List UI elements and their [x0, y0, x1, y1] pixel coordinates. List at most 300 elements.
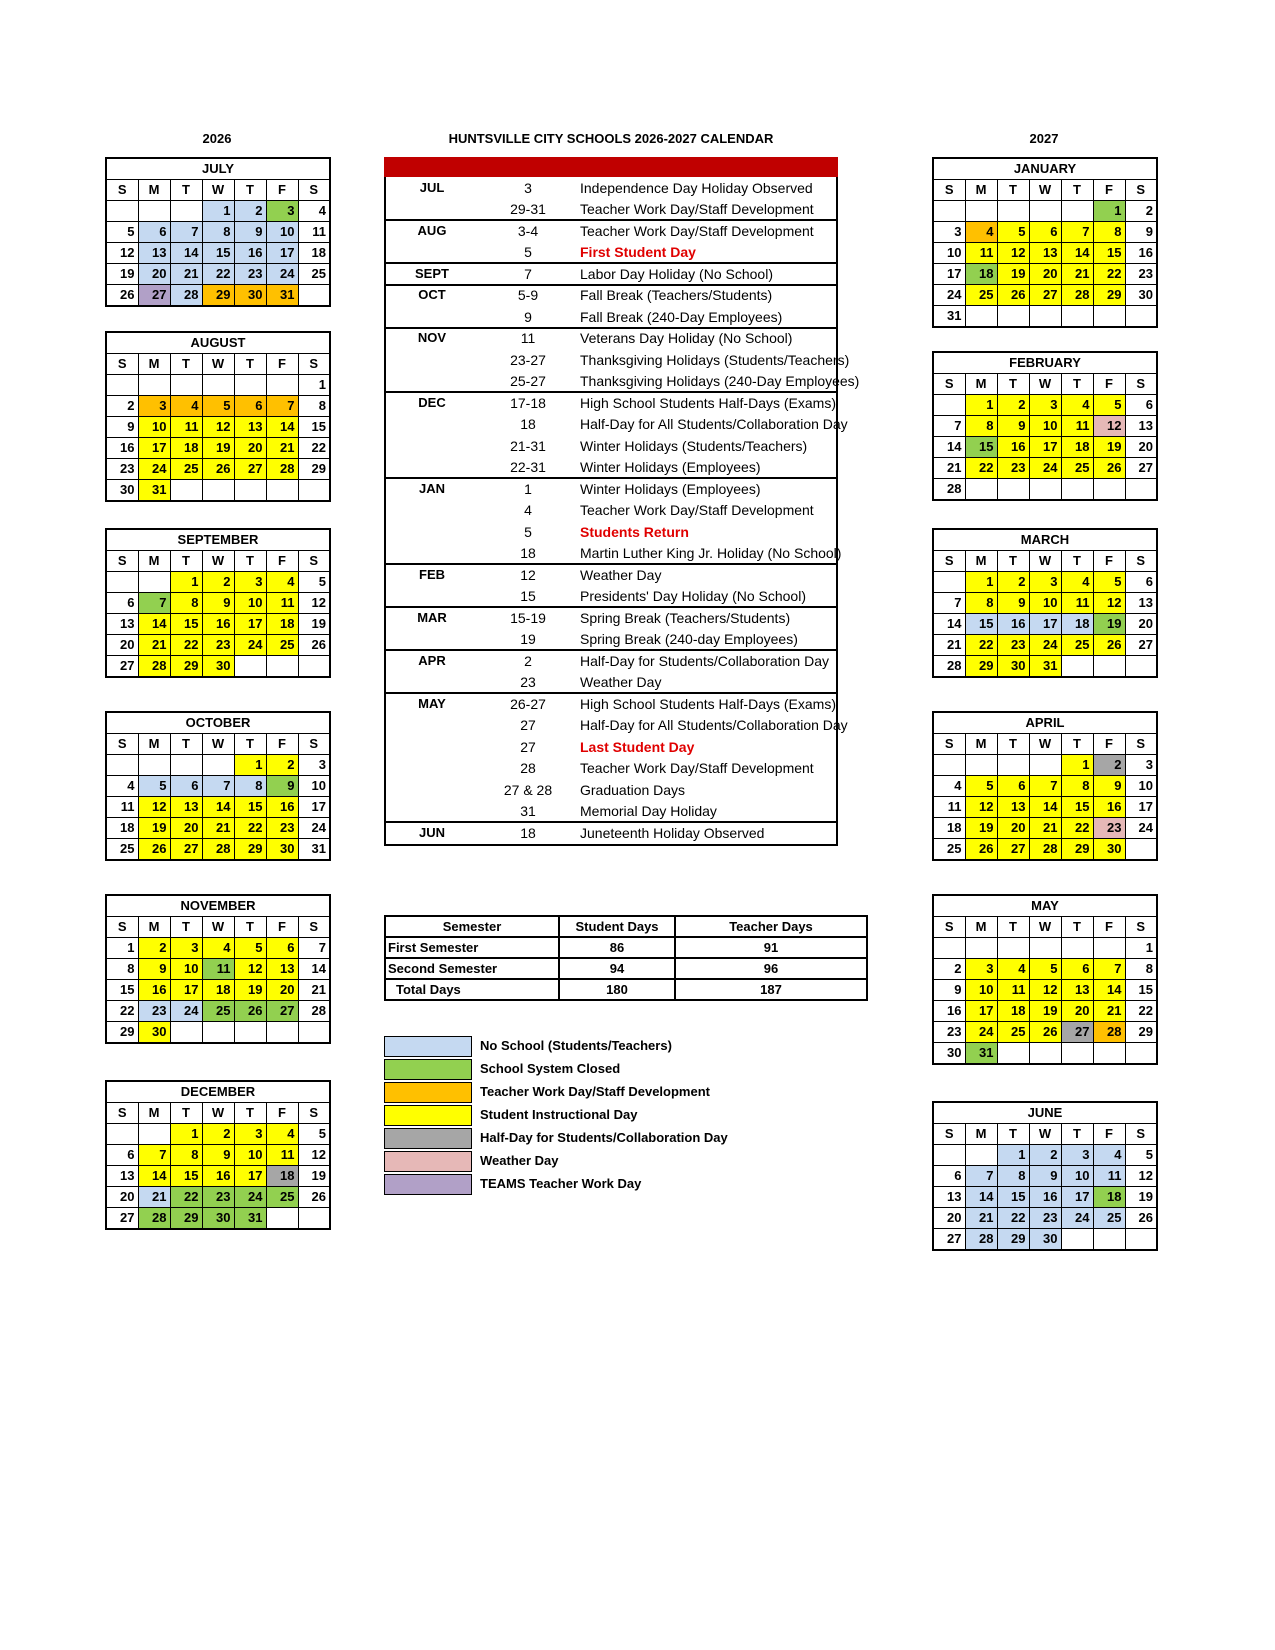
- event-dates: 5: [524, 523, 532, 540]
- day-cell: 12: [234, 959, 266, 980]
- day-cell: 27: [106, 1208, 138, 1230]
- day-cell: 11: [266, 1145, 298, 1166]
- weekday-header: T: [234, 1103, 266, 1124]
- day-cell: 19: [106, 264, 138, 285]
- day-cell: 23: [997, 458, 1029, 479]
- month-name: MAY: [933, 895, 1157, 917]
- weekday-header: S: [933, 917, 965, 938]
- legend-label: Weather Day: [480, 1153, 559, 1168]
- day-cell: 10: [138, 417, 170, 438]
- day-cell: 4: [933, 776, 965, 797]
- empty-day-cell: [1093, 479, 1125, 501]
- day-cell: 7: [298, 938, 330, 959]
- day-cell: 23: [1125, 264, 1157, 285]
- event-month: [384, 435, 480, 457]
- weekday-header: F: [1093, 1124, 1125, 1145]
- event-description: Juneteenth Holiday Observed: [580, 824, 765, 841]
- empty-day-cell: [965, 755, 997, 776]
- empty-day-cell: [266, 656, 298, 678]
- day-cell: 16: [997, 614, 1029, 635]
- event-dates: 5: [524, 244, 532, 261]
- empty-day-cell: [1061, 201, 1093, 222]
- day-cell: 21: [266, 438, 298, 459]
- day-cell: 27: [266, 1001, 298, 1022]
- weekday-header: T: [1061, 734, 1093, 755]
- event-dates: 25-27: [510, 373, 546, 390]
- day-cell: 28: [1061, 285, 1093, 306]
- event-separator: [384, 649, 838, 651]
- day-cell: 16: [234, 243, 266, 264]
- day-cell: 30: [266, 839, 298, 861]
- event-description: Labor Day Holiday (No School): [580, 265, 773, 282]
- day-cell: 18: [965, 264, 997, 285]
- event-description: Teacher Work Day/Staff Development: [580, 201, 814, 218]
- day-cell: 15: [170, 614, 202, 635]
- day-cell: 4: [106, 776, 138, 797]
- day-cell: 20: [106, 1187, 138, 1208]
- days-summary-table: [384, 915, 868, 1001]
- day-cell: 22: [965, 635, 997, 656]
- empty-day-cell: [1093, 656, 1125, 678]
- day-cell: 1: [1061, 755, 1093, 776]
- event-description: First Student Day: [580, 244, 696, 261]
- weekday-header: W: [202, 180, 234, 201]
- weekday-header: S: [106, 180, 138, 201]
- empty-day-cell: [138, 1124, 170, 1145]
- event-month: AUG: [417, 222, 447, 238]
- day-count: 91: [675, 937, 867, 958]
- weekday-header: M: [138, 734, 170, 755]
- empty-day-cell: [965, 201, 997, 222]
- day-cell: 25: [933, 839, 965, 861]
- day-cell: 9: [202, 593, 234, 614]
- event-dates: 27: [520, 738, 536, 755]
- day-cell: 3: [1061, 1145, 1093, 1166]
- day-cell: 18: [266, 614, 298, 635]
- day-cell: 6: [138, 222, 170, 243]
- event-dates: 15: [520, 588, 536, 605]
- day-cell: 17: [138, 438, 170, 459]
- day-cell: 24: [266, 264, 298, 285]
- day-cell: 28: [965, 1229, 997, 1251]
- legend-swatch: [384, 1151, 472, 1172]
- day-cell: 5: [106, 222, 138, 243]
- day-cell: 28: [933, 656, 965, 678]
- day-cell: 10: [933, 243, 965, 264]
- day-cell: 2: [202, 572, 234, 593]
- calendar-november: [105, 894, 331, 1044]
- day-cell: 22: [997, 1208, 1029, 1229]
- day-cell: 19: [965, 818, 997, 839]
- weekday-header: T: [170, 917, 202, 938]
- semester-name: Total Days: [385, 979, 559, 1000]
- semester-name: Second Semester: [385, 958, 559, 979]
- event-description: Graduation Days: [580, 781, 686, 798]
- weekday-header: S: [298, 1103, 330, 1124]
- weekday-header: M: [965, 917, 997, 938]
- empty-day-cell: [965, 1145, 997, 1166]
- empty-day-cell: [266, 480, 298, 502]
- weekday-header: T: [234, 734, 266, 755]
- day-cell: 20: [170, 818, 202, 839]
- day-cell: 13: [1029, 243, 1061, 264]
- empty-day-cell: [298, 480, 330, 502]
- month-name: SEPTEMBER: [106, 529, 330, 551]
- weekday-header: W: [1029, 374, 1061, 395]
- empty-day-cell: [1061, 1229, 1093, 1251]
- event-separator: [384, 219, 838, 221]
- empty-day-cell: [1061, 479, 1093, 501]
- day-cell: 31: [234, 1208, 266, 1230]
- day-cell: 4: [170, 396, 202, 417]
- empty-day-cell: [106, 1124, 138, 1145]
- day-cell: 12: [298, 1145, 330, 1166]
- day-cell: 29: [965, 656, 997, 678]
- event-month: [384, 736, 480, 758]
- summary-row: [385, 937, 867, 958]
- day-cell: 2: [1093, 755, 1125, 776]
- day-cell: 4: [202, 938, 234, 959]
- day-cell: 21: [138, 1187, 170, 1208]
- calendar-december: [105, 1080, 331, 1230]
- event-month: [384, 629, 480, 651]
- day-cell: 15: [1061, 797, 1093, 818]
- empty-day-cell: [266, 1022, 298, 1044]
- day-cell: 5: [202, 396, 234, 417]
- weekday-header: W: [1029, 180, 1061, 201]
- event-dates: 9: [524, 308, 532, 325]
- day-cell: 9: [266, 776, 298, 797]
- weekday-header: S: [298, 734, 330, 755]
- empty-day-cell: [138, 755, 170, 776]
- day-cell: 30: [234, 285, 266, 307]
- event-description: Teacher Work Day/Staff Development: [580, 502, 814, 519]
- day-cell: 20: [106, 635, 138, 656]
- day-cell: 22: [965, 458, 997, 479]
- empty-day-cell: [234, 1022, 266, 1044]
- day-cell: 1: [1093, 201, 1125, 222]
- weekday-header: T: [234, 551, 266, 572]
- event-description: Spring Break (Teachers/Students): [580, 609, 791, 626]
- empty-day-cell: [170, 480, 202, 502]
- event-description: Winter Holidays (Employees): [580, 459, 761, 476]
- day-cell: 12: [1125, 1166, 1157, 1187]
- event-row: [384, 607, 838, 629]
- events-table: [384, 177, 860, 844]
- day-cell: 21: [138, 635, 170, 656]
- day-cell: 5: [965, 776, 997, 797]
- day-cell: 30: [1125, 285, 1157, 306]
- day-cell: 5: [1125, 1145, 1157, 1166]
- empty-day-cell: [1061, 656, 1093, 678]
- summary-header: Teacher Days: [675, 916, 867, 937]
- empty-day-cell: [1029, 479, 1061, 501]
- day-cell: 3: [234, 572, 266, 593]
- day-cell: 28: [202, 839, 234, 861]
- empty-day-cell: [138, 572, 170, 593]
- event-dates: 18: [520, 416, 536, 433]
- day-cell: 17: [1029, 614, 1061, 635]
- event-month: [384, 199, 480, 221]
- day-cell: 23: [933, 1022, 965, 1043]
- empty-day-cell: [298, 656, 330, 678]
- day-cell: 13: [138, 243, 170, 264]
- day-cell: 9: [234, 222, 266, 243]
- day-cell: 24: [1125, 818, 1157, 839]
- day-cell: 27: [997, 839, 1029, 861]
- day-cell: 31: [965, 1043, 997, 1065]
- event-description: Thanksgiving Holidays (Students/Teachers): [580, 351, 850, 368]
- legend-swatch: [384, 1128, 472, 1149]
- day-cell: 17: [933, 264, 965, 285]
- event-row: [384, 672, 838, 694]
- event-description: Winter Holidays (Students/Teachers): [580, 437, 808, 454]
- event-row: [384, 822, 838, 844]
- day-cell: 10: [298, 776, 330, 797]
- empty-day-cell: [933, 1145, 965, 1166]
- day-cell: 6: [106, 593, 138, 614]
- calendar-october: [105, 711, 331, 861]
- event-month: [384, 543, 480, 565]
- legend-label: Half-Day for Students/Collaboration Day: [480, 1130, 728, 1145]
- day-cell: 7: [202, 776, 234, 797]
- event-description: Fall Break (Teachers/Students): [580, 287, 773, 304]
- empty-day-cell: [170, 375, 202, 396]
- weekday-header: S: [106, 734, 138, 755]
- calendar-june: [932, 1101, 1158, 1251]
- day-cell: 15: [1093, 243, 1125, 264]
- event-dates: 2: [524, 652, 532, 669]
- event-row: [384, 650, 838, 672]
- empty-day-cell: [1061, 306, 1093, 328]
- event-row: [384, 500, 838, 522]
- day-cell: 27: [234, 459, 266, 480]
- event-month: JUL: [419, 179, 445, 195]
- weekday-header: W: [202, 551, 234, 572]
- day-cell: 30: [138, 1022, 170, 1044]
- day-count: 86: [559, 937, 675, 958]
- day-cell: 28: [170, 285, 202, 307]
- day-cell: 11: [997, 980, 1029, 1001]
- legend-swatch: [384, 1105, 472, 1126]
- weekday-header: S: [1125, 734, 1157, 755]
- event-description: Half-Day for All Students/Collaboration Day: [580, 416, 848, 433]
- day-cell: 17: [965, 1001, 997, 1022]
- event-row: [384, 736, 838, 758]
- weekday-header: S: [1125, 917, 1157, 938]
- event-separator: [384, 391, 838, 393]
- empty-day-cell: [997, 479, 1029, 501]
- day-cell: 26: [234, 1001, 266, 1022]
- day-cell: 21: [170, 264, 202, 285]
- day-cell: 26: [1093, 635, 1125, 656]
- weekday-header: M: [138, 180, 170, 201]
- day-cell: 8: [202, 222, 234, 243]
- day-cell: 2: [997, 395, 1029, 416]
- calendar-september: [105, 528, 331, 678]
- empty-day-cell: [202, 755, 234, 776]
- day-cell: 7: [1093, 959, 1125, 980]
- calendar-title: HUNTSVILLE CITY SCHOOLS 2026-2027 CALENDAR: [448, 131, 774, 146]
- day-cell: 9: [933, 980, 965, 1001]
- day-cell: 11: [965, 243, 997, 264]
- day-cell: 17: [234, 1166, 266, 1187]
- day-cell: 29: [1125, 1022, 1157, 1043]
- event-row: [384, 693, 838, 715]
- day-cell: 7: [965, 1166, 997, 1187]
- event-row: [384, 779, 838, 801]
- event-month: APR: [418, 652, 446, 668]
- day-cell: 27: [1061, 1022, 1093, 1043]
- event-dates: 31: [520, 803, 536, 820]
- day-cell: 29: [997, 1229, 1029, 1251]
- day-cell: 7: [170, 222, 202, 243]
- day-cell: 27: [106, 656, 138, 678]
- legend-swatch: [384, 1036, 472, 1057]
- legend-swatch: [384, 1059, 472, 1080]
- day-cell: 19: [202, 438, 234, 459]
- event-dates: 7: [524, 265, 532, 282]
- empty-day-cell: [1061, 1043, 1093, 1065]
- event-month: [384, 457, 480, 479]
- event-month: [384, 801, 480, 823]
- legend-label: Student Instructional Day: [480, 1107, 638, 1122]
- day-cell: 9: [1029, 1166, 1061, 1187]
- event-month: [384, 349, 480, 371]
- calendar-july: [105, 157, 331, 307]
- empty-day-cell: [298, 285, 330, 307]
- day-cell: 16: [1093, 797, 1125, 818]
- day-cell: 29: [1061, 839, 1093, 861]
- day-cell: 17: [1125, 797, 1157, 818]
- day-cell: 23: [138, 1001, 170, 1022]
- weekday-header: T: [1061, 1124, 1093, 1145]
- empty-day-cell: [1093, 306, 1125, 328]
- day-cell: 25: [266, 1187, 298, 1208]
- day-cell: 2: [997, 572, 1029, 593]
- event-description: Memorial Day Holiday: [580, 803, 717, 820]
- day-cell: 20: [1125, 614, 1157, 635]
- day-cell: 9: [138, 959, 170, 980]
- day-cell: 24: [965, 1022, 997, 1043]
- weekday-header: M: [138, 1103, 170, 1124]
- day-cell: 7: [933, 593, 965, 614]
- empty-day-cell: [234, 656, 266, 678]
- event-dates: 1: [524, 480, 532, 497]
- event-description: Martin Luther King Jr. Holiday (No School): [580, 545, 842, 562]
- day-cell: 27: [1125, 635, 1157, 656]
- event-month: JAN: [418, 480, 445, 496]
- day-cell: 16: [266, 797, 298, 818]
- weekday-header: T: [234, 354, 266, 375]
- weekday-header: S: [298, 180, 330, 201]
- day-cell: 6: [1125, 395, 1157, 416]
- event-description: Teacher Work Day/Staff Development: [580, 222, 814, 239]
- weekday-header: F: [266, 551, 298, 572]
- day-cell: 8: [298, 396, 330, 417]
- day-cell: 24: [1061, 1208, 1093, 1229]
- empty-day-cell: [997, 201, 1029, 222]
- event-dates: 22-31: [510, 459, 546, 476]
- day-cell: 17: [266, 243, 298, 264]
- day-count: 96: [675, 958, 867, 979]
- day-cell: 3: [1029, 395, 1061, 416]
- day-cell: 6: [997, 776, 1029, 797]
- empty-day-cell: [997, 755, 1029, 776]
- day-cell: 25: [266, 635, 298, 656]
- day-cell: 21: [1029, 818, 1061, 839]
- day-cell: 20: [266, 980, 298, 1001]
- day-cell: 3: [266, 201, 298, 222]
- calendar-august: [105, 331, 331, 502]
- weekday-header: W: [1029, 1124, 1061, 1145]
- day-cell: 22: [298, 438, 330, 459]
- event-month: [384, 521, 480, 543]
- event-month: [384, 779, 480, 801]
- calendar-march: [932, 528, 1158, 678]
- day-cell: 20: [997, 818, 1029, 839]
- day-cell: 6: [1125, 572, 1157, 593]
- weekday-header: T: [170, 1103, 202, 1124]
- day-cell: 14: [1029, 797, 1061, 818]
- event-row: [384, 371, 838, 393]
- event-separator: [384, 327, 838, 329]
- day-cell: 8: [1061, 776, 1093, 797]
- event-month: [384, 672, 480, 694]
- empty-day-cell: [1029, 201, 1061, 222]
- weekday-header: M: [965, 734, 997, 755]
- day-cell: 16: [1125, 243, 1157, 264]
- empty-day-cell: [1029, 938, 1061, 959]
- day-cell: 4: [1061, 572, 1093, 593]
- day-cell: 19: [138, 818, 170, 839]
- day-cell: 25: [170, 459, 202, 480]
- day-cell: 23: [234, 264, 266, 285]
- event-month: JUN: [418, 824, 445, 840]
- day-cell: 11: [1061, 593, 1093, 614]
- day-cell: 16: [106, 438, 138, 459]
- day-cell: 2: [234, 201, 266, 222]
- empty-day-cell: [138, 375, 170, 396]
- legend-label: No School (Students/Teachers): [480, 1038, 672, 1053]
- day-cell: 11: [202, 959, 234, 980]
- day-cell: 29: [298, 459, 330, 480]
- empty-day-cell: [170, 201, 202, 222]
- weekday-header: M: [965, 180, 997, 201]
- day-cell: 15: [965, 437, 997, 458]
- weekday-header: F: [266, 354, 298, 375]
- empty-day-cell: [170, 1022, 202, 1044]
- day-cell: 15: [298, 417, 330, 438]
- event-separator: [384, 477, 838, 479]
- day-cell: 25: [202, 1001, 234, 1022]
- day-cell: 12: [1093, 593, 1125, 614]
- left-year-label: 2026: [202, 131, 232, 146]
- weekday-header: T: [997, 1124, 1029, 1145]
- day-cell: 21: [933, 458, 965, 479]
- day-cell: 8: [170, 593, 202, 614]
- empty-day-cell: [933, 395, 965, 416]
- day-cell: 24: [1029, 635, 1061, 656]
- day-cell: 24: [1029, 458, 1061, 479]
- day-cell: 10: [1061, 1166, 1093, 1187]
- day-cell: 8: [234, 776, 266, 797]
- day-cell: 8: [965, 416, 997, 437]
- weekday-header: S: [106, 551, 138, 572]
- day-cell: 1: [234, 755, 266, 776]
- day-cell: 18: [997, 1001, 1029, 1022]
- day-cell: 8: [965, 593, 997, 614]
